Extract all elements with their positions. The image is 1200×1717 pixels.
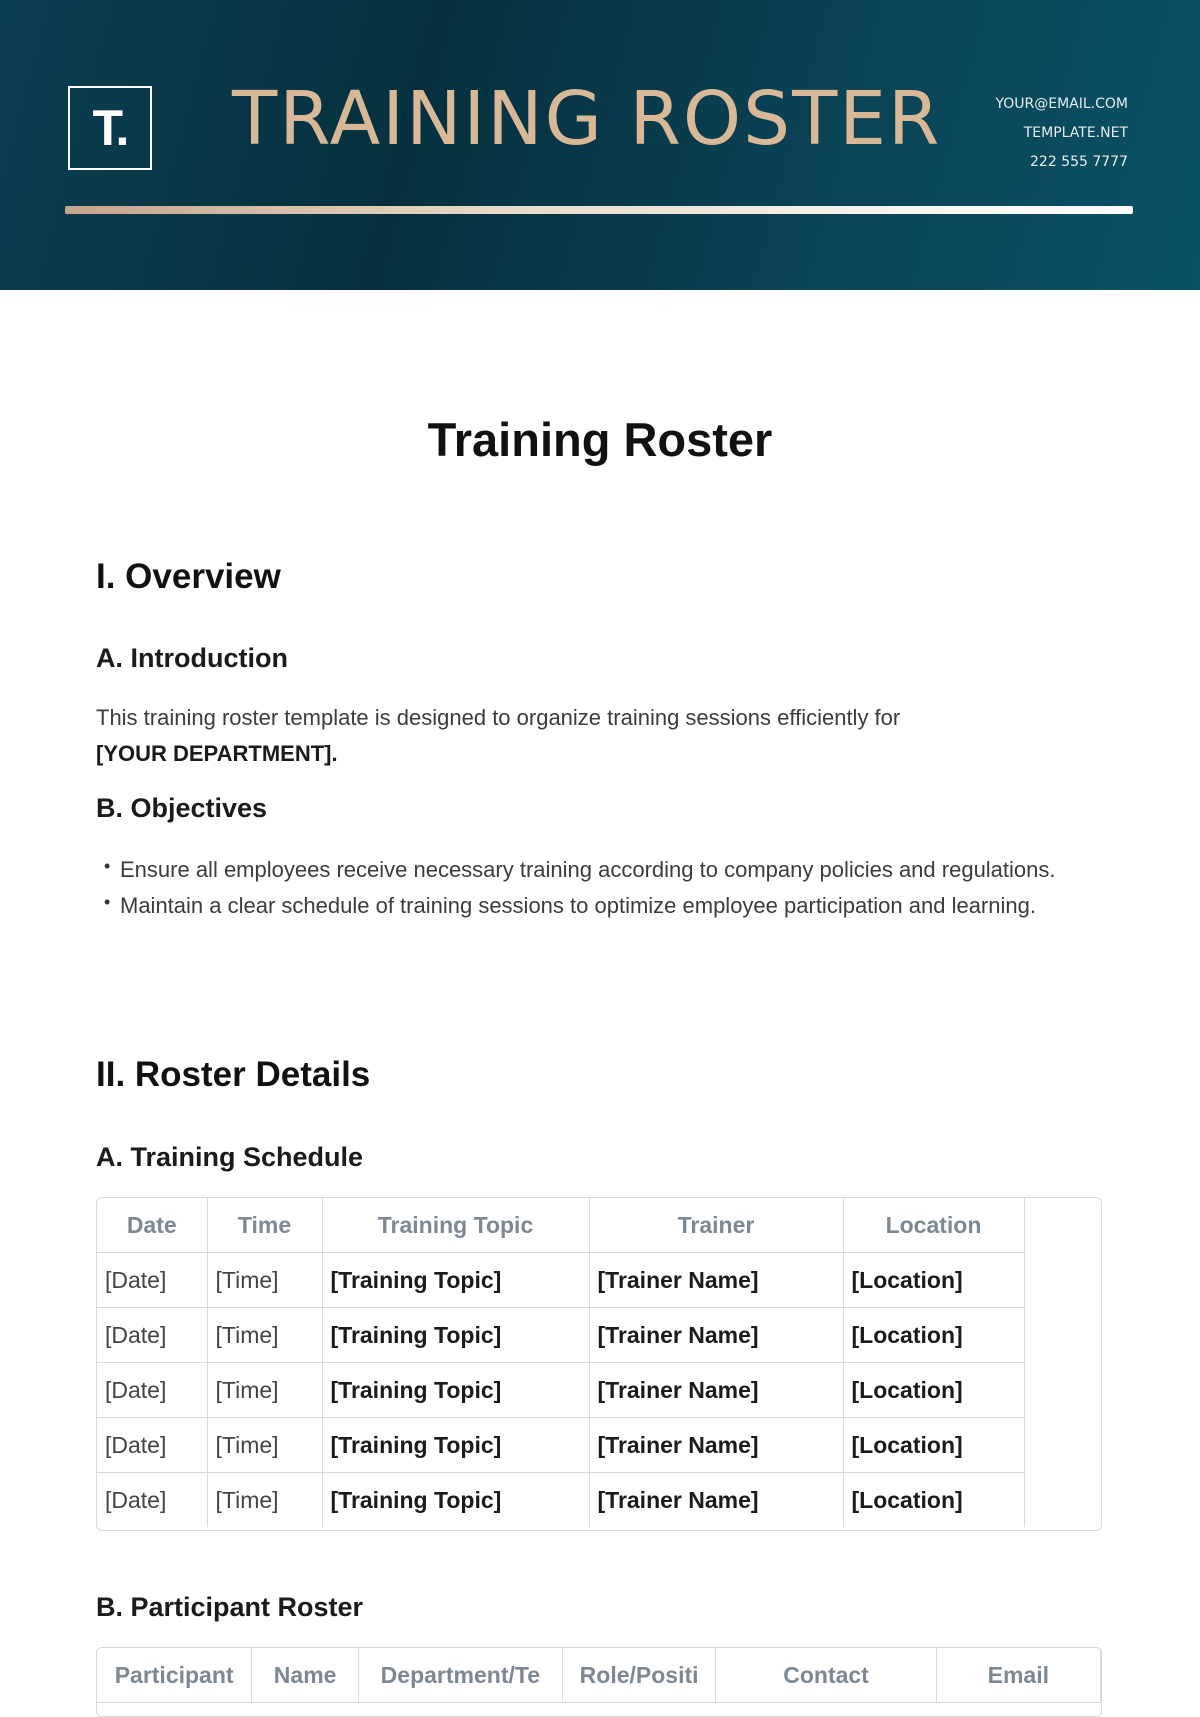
topic-cell: [Training Topic] (322, 1473, 589, 1528)
table-row (97, 1473, 1024, 1528)
department-placeholder: [YOUR DEPARTMENT]. (96, 741, 338, 766)
date-cell: [Date] (97, 1308, 207, 1363)
column-header: Name (252, 1648, 359, 1703)
topic-cell: [Training Topic] (322, 1253, 589, 1308)
column-header: Email (936, 1648, 1100, 1703)
contact-block (995, 90, 1128, 177)
table-header-row (97, 1648, 1101, 1703)
column-header: Department/Te (358, 1648, 562, 1703)
date-cell: [Date] (97, 1473, 207, 1528)
date-cell: [Date] (97, 1363, 207, 1418)
objectives-list (96, 852, 1076, 924)
time-cell: [Time] (207, 1253, 322, 1308)
column-header: Location (843, 1198, 1024, 1253)
location-cell: [Location] (843, 1418, 1024, 1473)
topic-cell: [Training Topic] (322, 1363, 589, 1418)
logo: T. (68, 86, 152, 170)
section-roster-heading: II. Roster Details (96, 1055, 371, 1094)
column-header: Trainer (589, 1198, 843, 1253)
date-cell: [Date] (97, 1253, 207, 1308)
location-cell: [Location] (843, 1473, 1024, 1528)
objectives-heading: B. Objectives (96, 793, 268, 823)
header-banner (0, 0, 1200, 290)
list-item: • Maintain a clear schedule of training sessions to optimize employee participation and learning. (96, 888, 1076, 924)
column-header: Role/Positi (562, 1648, 716, 1703)
location-cell: [Location] (843, 1363, 1024, 1418)
time-cell: [Time] (207, 1363, 322, 1418)
column-header: Training Topic (322, 1198, 589, 1253)
column-header: Time (207, 1198, 322, 1253)
training-schedule-table (96, 1197, 1102, 1531)
table-row (97, 1418, 1024, 1473)
contact-email: YOUR@EMAIL.COM (995, 96, 1128, 112)
column-header: Contact (716, 1648, 936, 1703)
column-header: Date (97, 1198, 207, 1253)
time-cell: [Time] (207, 1473, 322, 1528)
document-title: Training Roster (427, 413, 773, 466)
trainer-cell: [Trainer Name] (589, 1473, 843, 1528)
location-cell: [Location] (843, 1308, 1024, 1363)
list-item: • Ensure all employees receive necessary training according to company policies and regulations. (96, 852, 1076, 888)
topic-cell: [Training Topic] (322, 1308, 589, 1363)
column-header: Participant (97, 1648, 252, 1703)
contact-phone: 222 555 7777 (1030, 154, 1128, 170)
table-row (97, 1253, 1024, 1308)
trainer-cell: [Trainer Name] (589, 1363, 843, 1418)
table-row (97, 1308, 1024, 1363)
trainer-cell: [Trainer Name] (589, 1308, 843, 1363)
introduction-heading: A. Introduction (96, 643, 288, 673)
date-cell: [Date] (97, 1418, 207, 1473)
table-header-row (97, 1198, 1024, 1253)
section-overview-heading: I. Overview (96, 557, 281, 596)
introduction-text (96, 700, 1076, 772)
time-cell: [Time] (207, 1308, 322, 1363)
brand-title: TRAINING ROSTER (232, 76, 942, 162)
participant-roster-heading: B. Participant Roster (96, 1592, 364, 1622)
participant-roster-table (96, 1647, 1102, 1717)
introduction-body: This training roster template is designed to organize training sessions efficiently for (96, 705, 901, 730)
header-divider (65, 206, 1133, 214)
topic-cell: [Training Topic] (322, 1418, 589, 1473)
table-row (97, 1363, 1024, 1418)
trainer-cell: [Trainer Name] (589, 1418, 843, 1473)
training-schedule-heading: A. Training Schedule (96, 1142, 364, 1172)
location-cell: [Location] (843, 1253, 1024, 1308)
time-cell: [Time] (207, 1418, 322, 1473)
contact-website: TEMPLATE.NET (1023, 125, 1128, 141)
trainer-cell: [Trainer Name] (589, 1253, 843, 1308)
